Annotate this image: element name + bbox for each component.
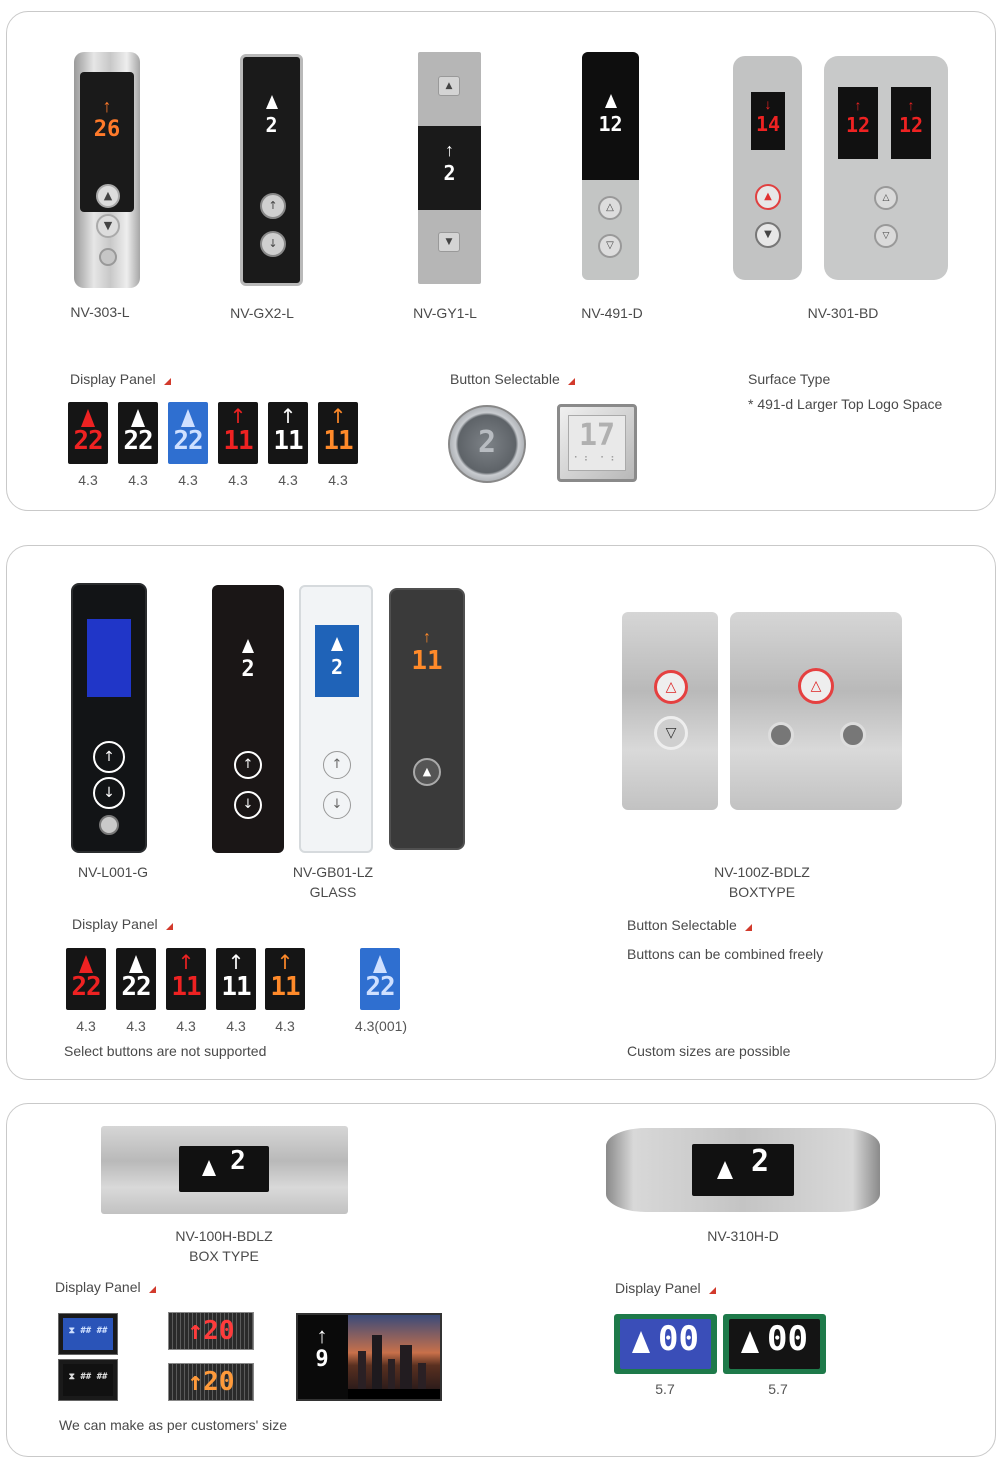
display-swatch: ↑ 11 (218, 402, 258, 464)
custom-sizes-note: Custom sizes are possible (627, 1043, 791, 1059)
round-button-sample: 2 (448, 405, 526, 483)
dot-matrix-board-red: ↑20 (168, 1312, 254, 1350)
up-button[interactable]: ↑ (234, 751, 262, 779)
model-label: NV-L001-G (77, 864, 149, 880)
panel-nv-gb01-white (299, 585, 373, 853)
panel-nv-301-bd-narrow (733, 56, 802, 280)
dot-matrix-board-orange: ↑20 (168, 1363, 254, 1401)
display-screen (582, 52, 639, 180)
floor-readout: 2 (443, 161, 456, 185)
swatch-value: 4.3 (178, 472, 198, 488)
model-label: NV-GB01-LZ (292, 864, 374, 880)
floor-readout: 12 (898, 113, 924, 137)
floor-readout: 12 (845, 113, 871, 137)
down-button[interactable]: ↓ (323, 791, 351, 819)
box-panel-narrow (622, 612, 718, 810)
button-selectable-heading: Button Selectable (627, 917, 752, 933)
up-button[interactable]: ↑ (323, 751, 351, 779)
floor-readout: 12 (598, 112, 623, 136)
panel-nv-gb01-gray: ↑ 11 ▲ (389, 588, 465, 850)
city-photo (348, 1315, 440, 1399)
display-swatch: ↑ 11 (166, 948, 206, 1010)
up-button[interactable]: △ (654, 670, 688, 704)
display-screen (315, 625, 359, 697)
down-button[interactable]: ▽ (598, 234, 622, 258)
key-switch-icon (840, 722, 866, 748)
buttons-note: Buttons can be combined freely (627, 946, 824, 962)
surface-type-heading: Surface Type (748, 371, 831, 387)
down-button[interactable]: ▽ (874, 224, 898, 248)
model-label: NV-GX2-L (230, 305, 294, 321)
floor-readout: 26 (93, 117, 121, 142)
down-button[interactable]: ▼ (755, 222, 781, 248)
display-screen: ↓ 14 (751, 92, 785, 150)
panel-nv-310h-d (606, 1128, 880, 1212)
display-swatch: 22 (360, 948, 400, 1010)
swatch-value: 4.3 (176, 1018, 196, 1034)
segment-lcd-black: 00 (723, 1314, 826, 1374)
down-button[interactable]: ▼ (438, 232, 460, 252)
up-button[interactable]: ▲ (438, 76, 460, 96)
model-label: NV-100Z-BDLZ (714, 864, 810, 880)
floor-readout: 2 (241, 657, 255, 682)
model-label: NV-301-BD (807, 305, 879, 321)
down-button[interactable]: ↓ (260, 231, 286, 257)
down-button[interactable]: ↓ (234, 791, 262, 819)
segment-lcd-blue: 00 (614, 1314, 717, 1374)
display-panel-heading: Display Panel (72, 916, 173, 932)
floor-readout: 9 (315, 1347, 329, 1372)
panel-nv-gb01-black (212, 585, 284, 853)
down-button[interactable]: ▼ (96, 214, 120, 238)
display-screen: ↑ 26 (80, 72, 134, 212)
display-screen: ↑ 12 (891, 87, 931, 159)
up-button[interactable]: ↑ (260, 193, 286, 219)
floor-readout: 14 (755, 112, 781, 136)
model-label: NV-GY1-L (413, 305, 477, 321)
panel-nv-491-d (582, 52, 639, 280)
panel-nv-301-bd-wide (824, 56, 948, 280)
swatch-value: 4.3 (328, 472, 348, 488)
display-panel-heading: Display Panel (615, 1280, 716, 1296)
display-swatch: ↑ 11 (318, 402, 358, 464)
select-buttons-note: Select buttons are not supported (64, 1043, 267, 1059)
up-button[interactable]: △ (598, 196, 622, 220)
swatch-value: 4.3 (226, 1018, 246, 1034)
display-screen (692, 1144, 794, 1196)
model-sublabel: BOX TYPE (189, 1248, 259, 1264)
box-panel-wide (730, 612, 902, 810)
model-label: NV-303-L (70, 304, 130, 320)
lcd-display-black: ⧗ ## ## (58, 1359, 118, 1401)
swatch-value: 5.7 (768, 1381, 788, 1397)
panel-nv-303-l (74, 52, 140, 288)
swatch-value: 4.3 (126, 1018, 146, 1034)
display-swatch: 22 (66, 948, 106, 1010)
large-lcd-display: ↑ 9 (296, 1313, 442, 1401)
floor-readout: 2 (230, 1146, 246, 1176)
display-panel-heading: Display Panel (55, 1279, 156, 1295)
panel-nv-gy1-l (418, 52, 481, 284)
display-swatch: ↑ 11 (268, 402, 308, 464)
down-button[interactable]: ↓ (93, 777, 125, 809)
floor-readout: 2 (265, 113, 278, 137)
display-screen: ↑ 2 (418, 126, 481, 210)
up-button[interactable]: ▲ (96, 184, 120, 208)
down-button[interactable]: ▽ (654, 716, 688, 750)
display-swatch: 22 (168, 402, 208, 464)
display-swatch: ↑ 11 (216, 948, 256, 1010)
surface-type-note: * 491-d Larger Top Logo Space (748, 396, 943, 412)
button-selectable-heading: Button Selectable (450, 371, 575, 387)
model-sublabel: BOXTYPE (728, 884, 796, 900)
swatch-value: 5.7 (655, 1381, 675, 1397)
floor-readout: 2 (330, 655, 344, 679)
key-switch-icon (768, 722, 794, 748)
display-screen: ↑ 12 (838, 87, 878, 159)
panel-nv-gx2-l (240, 54, 303, 286)
model-sublabel: GLASS (309, 884, 357, 900)
up-button[interactable]: △ (798, 668, 834, 704)
display-panel-heading: Display Panel (70, 371, 171, 387)
swatch-value: 4.3 (275, 1018, 295, 1034)
display-swatch: ↑ 11 (265, 948, 305, 1010)
floor-readout: 11 (411, 646, 443, 676)
swatch-value: 4.3 (228, 472, 248, 488)
lcd-screen (87, 619, 131, 697)
panel-nv-100h-bdlz (101, 1126, 348, 1214)
display-screen (179, 1146, 269, 1192)
display-swatch: 22 (118, 402, 158, 464)
up-button[interactable]: ▲ (755, 184, 781, 210)
up-button[interactable]: ↑ (93, 741, 125, 773)
up-button[interactable]: △ (874, 186, 898, 210)
display-swatch: 22 (116, 948, 156, 1010)
swatch-value: 4.3 (78, 472, 98, 488)
model-label: NV-310H-D (707, 1228, 779, 1244)
lcd-display-blue: ⧗ ## ## (58, 1313, 118, 1355)
square-button-sample: 17 ⠁⠃ ⠁⠃ (557, 404, 637, 482)
model-label: NV-100H-BDLZ (175, 1228, 273, 1244)
custom-size-note: We can make as per customers' size (59, 1417, 288, 1433)
up-button[interactable]: ▲ (413, 758, 441, 786)
display-swatch: 22 (68, 402, 108, 464)
swatch-value: 4.3 (76, 1018, 96, 1034)
key-switch-icon (99, 815, 119, 835)
swatch-value: 4.3 (278, 472, 298, 488)
model-label: NV-491-D (581, 305, 643, 321)
panel-nv-l001-g (71, 583, 147, 853)
swatch-value: 4.3(001) (354, 1018, 408, 1034)
key-switch-icon (99, 248, 117, 266)
floor-readout: 2 (750, 1144, 770, 1179)
swatch-value: 4.3 (128, 472, 148, 488)
